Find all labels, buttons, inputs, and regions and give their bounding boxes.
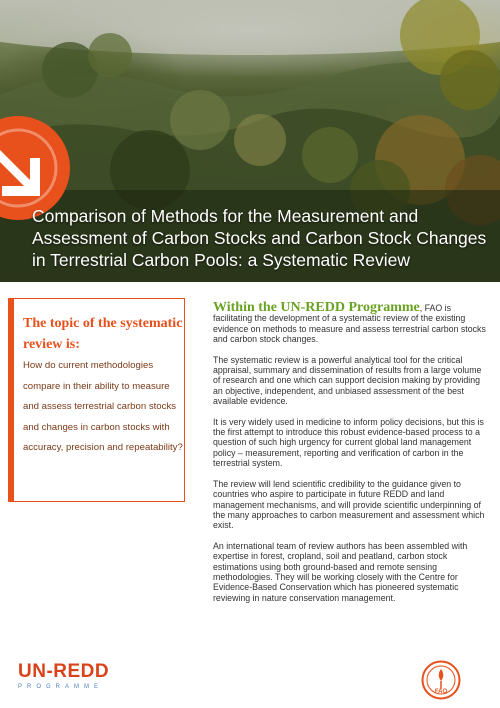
- un-redd-logo-text: UN-REDD: [18, 661, 110, 682]
- intro-text: , FAO is facilitating the development of a systematic review of the existing evidence on methods to measure and assess terrestrial carbon stocks and carbon stock changes.: [213, 303, 486, 345]
- paragraph-4: An international team of review authors has been assembled with expertise in forest, cropland, soil and peatland, carbon stock estimations using both ground-based and remote sensing methodologies. They will be working closely with the Centre for Evidence-Based Conservation which has pioneered systematic reviewing in nature conservation management.: [213, 540, 468, 603]
- intro-paragraph: [213, 300, 488, 345]
- document-title: [32, 205, 492, 271]
- review-topic-box: [8, 298, 185, 502]
- un-redd-logo-sub: PROGRAMME: [18, 684, 104, 690]
- topic-heading: The topic of the systematic review is:: [23, 316, 183, 352]
- fao-logo-icon: [421, 660, 461, 700]
- paragraph-2: It is very widely used in medicine to inform policy decisions, but this is the first attempt to introduce this robust evidence-based process to a question of such high urgency for current global land management policy – measurement, reporting and verification of carbon in the terrestrial system.: [213, 416, 484, 469]
- title-line-2: Assessment of Carbon Stocks and Carbon Stock Changes: [32, 228, 487, 248]
- hero-image: [0, 0, 500, 282]
- accent-bar: [8, 298, 14, 502]
- un-redd-logo: [18, 662, 109, 690]
- lead-heading: Within the UN-REDD Programme: [213, 300, 420, 315]
- paragraph-1: The systematic review is a powerful analytical tool for the critical appraisal, summary and dissemination of results from a large volume of research and one which can support decision making by providing an objective, independent, and unbiased assessment of the best available evidence.: [213, 354, 482, 407]
- main-text: [213, 300, 488, 613]
- title-line-3: in Terrestrial Carbon Pools: a Systematic Review: [32, 250, 411, 270]
- paragraph-3: The review will lend scientific credibility to the guidance given to countries who aspire to participate in future REDD and land management mechanisms, and will provide scientific underpinning of the many approaches to carbon measurement and assessment which exist.: [213, 478, 485, 531]
- topic-question: How do current methodologies compare in their ability to measure and assess terrestrial carbon stocks and changes in carbon stocks with accuracy, precision and repeatability?: [23, 360, 183, 453]
- fao-logo-text: FAO: [434, 689, 448, 695]
- title-line-1: Comparison of Methods for the Measurement and: [32, 206, 419, 226]
